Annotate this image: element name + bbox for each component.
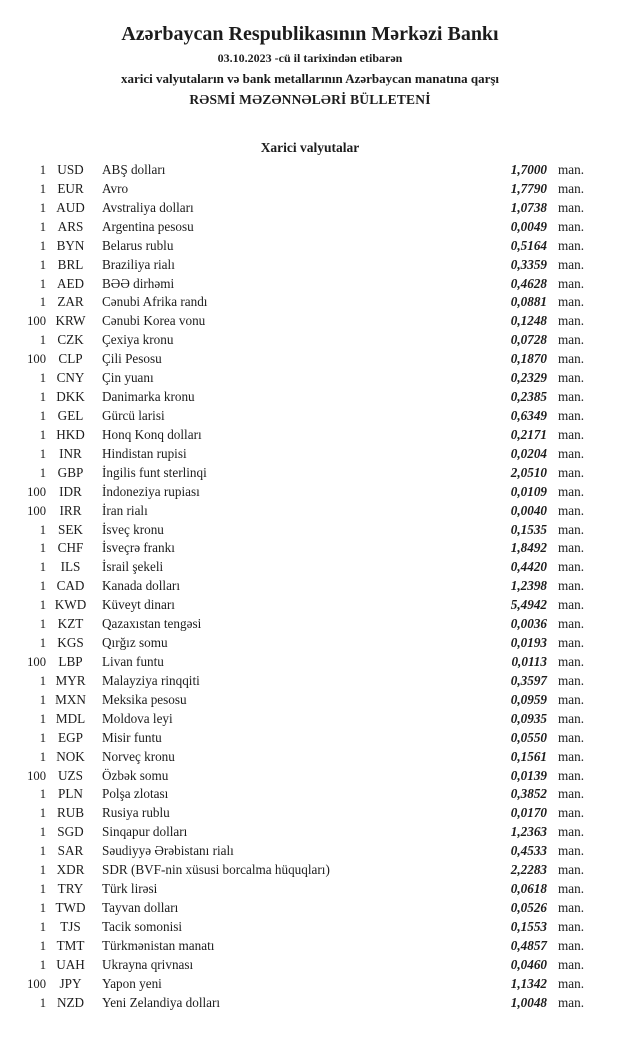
currency-code-cell: TJS xyxy=(60,918,81,934)
rate-value-cell: 0,4857 xyxy=(510,937,547,953)
unit-label-cell: man. xyxy=(558,407,585,423)
bulletin-subtitle: xarici valyutaların və bank metallarının Azərbaycan manatına qarşı xyxy=(120,71,500,86)
currency-name-cell: Cənubi Korea vonu xyxy=(102,313,206,329)
currency-code-cell: MXN xyxy=(55,691,86,707)
unit-label-cell: man. xyxy=(558,805,585,821)
currency-name-cell: İndoneziya rupiası xyxy=(102,483,200,499)
unit-label-cell: man. xyxy=(558,370,585,386)
quantity-cell: 100 xyxy=(27,654,46,669)
currency-name-cell: Malayziya rinqqiti xyxy=(102,672,200,688)
rate-value-cell: 0,0040 xyxy=(510,502,547,518)
rate-value-cell: 0,4533 xyxy=(510,843,547,859)
quantity-cell: 1 xyxy=(39,863,46,878)
unit-label-cell: man. xyxy=(558,616,585,632)
currency-name-cell: Belarus rublu xyxy=(102,237,174,253)
quantity-cell: 1 xyxy=(39,276,46,291)
quantity-cell: 1 xyxy=(39,541,46,556)
rate-value-cell: 0,5164 xyxy=(510,237,547,253)
rate-value-cell: 1,1342 xyxy=(510,975,547,991)
unit-label-cell: man. xyxy=(558,521,585,537)
unit-label-cell: man. xyxy=(558,426,585,442)
rate-row xyxy=(0,956,620,975)
quantity-cell: 1 xyxy=(39,598,46,613)
rate-row xyxy=(0,823,620,842)
currency-name-cell: Moldova leyi xyxy=(102,710,173,726)
rate-value-cell: 0,2385 xyxy=(510,389,547,405)
rate-value-cell: 0,0526 xyxy=(510,899,547,915)
unit-label-cell: man. xyxy=(558,332,585,348)
quantity-cell: 100 xyxy=(27,503,46,518)
currency-name-cell: İsveçrə frankı xyxy=(102,540,175,556)
currency-code-cell: MYR xyxy=(55,672,86,688)
rate-row xyxy=(0,861,620,880)
quantity-cell: 1 xyxy=(39,787,46,802)
currency-code-cell: ZAR xyxy=(57,294,84,310)
currency-code-cell: SEK xyxy=(58,521,83,537)
unit-label-cell: man. xyxy=(558,597,585,613)
quantity-cell: 1 xyxy=(39,219,46,234)
rate-value-cell: 0,0550 xyxy=(510,729,547,745)
rate-row xyxy=(0,615,620,634)
quantity-cell: 1 xyxy=(39,390,46,405)
quantity-cell: 1 xyxy=(39,749,46,764)
quantity-cell: 1 xyxy=(39,919,46,934)
quantity-cell: 100 xyxy=(27,976,46,991)
rate-value-cell: 0,2329 xyxy=(510,370,547,386)
currency-code-cell: AUD xyxy=(56,199,85,215)
currency-code-cell: CLP xyxy=(58,351,83,367)
unit-label-cell: man. xyxy=(558,237,585,253)
currency-code-cell: USD xyxy=(57,162,84,177)
quantity-cell: 1 xyxy=(39,882,46,897)
currency-name-cell: Tayvan dolları xyxy=(102,899,179,915)
currency-code-cell: KGS xyxy=(57,635,84,651)
bulletin-title: RƏSMİ MƏZƏNNƏLƏRİ BÜLLETENİ xyxy=(189,92,431,107)
rate-row xyxy=(0,369,620,388)
unit-label-cell: man. xyxy=(558,653,585,669)
rate-row xyxy=(0,577,620,596)
quantity-cell: 1 xyxy=(39,692,46,707)
quantity-cell: 1 xyxy=(39,257,46,272)
unit-label-cell: man. xyxy=(558,994,585,1010)
unit-label-cell: man. xyxy=(558,918,585,934)
rate-value-cell: 0,0618 xyxy=(510,881,547,897)
rate-value-cell: 0,1870 xyxy=(510,351,547,367)
rate-row xyxy=(0,539,620,558)
rate-value-cell: 0,0036 xyxy=(510,616,547,632)
unit-label-cell: man. xyxy=(558,445,585,461)
currency-name-cell: Özbək somu xyxy=(102,767,169,783)
quantity-cell: 1 xyxy=(39,900,46,915)
currency-name-cell: Rusiya rublu xyxy=(102,805,170,821)
rate-row xyxy=(0,899,620,918)
unit-label-cell: man. xyxy=(558,162,585,177)
currency-name-cell: Avro xyxy=(102,180,129,196)
quantity-cell: 1 xyxy=(39,333,46,348)
quantity-cell: 1 xyxy=(39,673,46,688)
currency-code-cell: AED xyxy=(56,275,85,291)
rates-table xyxy=(0,161,620,1012)
rate-value-cell: 2,2283 xyxy=(510,862,547,878)
currency-name-cell: BƏƏ dirhəmi xyxy=(102,275,175,291)
rate-value-cell: 1,2363 xyxy=(510,824,547,840)
currency-code-cell: DKK xyxy=(56,389,85,405)
quantity-cell: 100 xyxy=(27,314,46,329)
currency-name-cell: Çili Pesosu xyxy=(102,351,162,367)
quantity-cell: 1 xyxy=(39,938,46,953)
currency-name-cell: Argentina pesosu xyxy=(102,218,194,234)
rate-value-cell: 0,3852 xyxy=(510,786,547,802)
rate-value-cell: 1,8492 xyxy=(510,540,547,556)
rate-value-cell: 0,1535 xyxy=(510,521,547,537)
rate-row xyxy=(0,293,620,312)
rate-value-cell: 1,0738 xyxy=(510,199,547,215)
currency-name-cell: Yapon yeni xyxy=(102,975,162,991)
rate-value-cell: 0,0109 xyxy=(510,483,547,499)
unit-label-cell: man. xyxy=(558,540,585,556)
unit-label-cell: man. xyxy=(558,862,585,878)
rate-value-cell: 1,7000 xyxy=(510,162,547,177)
unit-label-cell: man. xyxy=(558,502,585,518)
quantity-cell: 1 xyxy=(39,295,46,310)
currency-code-cell: INR xyxy=(59,445,82,461)
currency-name-cell: Qazaxıstan tengəsi xyxy=(102,616,202,632)
currency-name-cell: SDR (BVF-nin xüsusi borcalma hüquqları) xyxy=(102,862,330,878)
currency-code-cell: GEL xyxy=(57,407,84,423)
currency-code-cell: CNY xyxy=(56,370,85,386)
quantity-cell: 1 xyxy=(39,711,46,726)
currency-name-cell: Yeni Zelandiya dolları xyxy=(102,994,221,1010)
currency-code-cell: MDL xyxy=(55,710,86,726)
currency-name-cell: Çexiya kronu xyxy=(102,332,174,348)
section-title-foreign-currencies: Xarici valyutalar xyxy=(260,140,360,155)
currency-name-cell: Türkmənistan manatı xyxy=(102,937,215,953)
unit-label-cell: man. xyxy=(558,786,585,802)
currency-name-cell: İngilis funt sterlinqi xyxy=(102,464,207,480)
currency-name-cell: Sinqapur dolları xyxy=(102,824,188,840)
quantity-cell: 1 xyxy=(39,844,46,859)
rate-value-cell: 0,0193 xyxy=(510,635,547,651)
currency-name-cell: Cənubi Afrika randı xyxy=(102,294,208,310)
quantity-cell: 1 xyxy=(39,957,46,972)
rate-row xyxy=(0,521,620,540)
currency-name-cell: Honq Konq dolları xyxy=(102,426,202,442)
currency-name-cell: İsveç kronu xyxy=(102,521,164,537)
bank-name-title: Azərbaycan Respublikasının Mərkəzi Bankı xyxy=(121,23,499,45)
currency-name-cell: Polşa zlotası xyxy=(102,786,169,802)
rate-value-cell: 2,0510 xyxy=(510,464,547,480)
currency-name-cell: Ukrayna qrivnası xyxy=(102,956,194,972)
rate-value-cell: 0,0881 xyxy=(510,294,547,310)
quantity-cell: 1 xyxy=(39,825,46,840)
unit-label-cell: man. xyxy=(558,635,585,651)
rate-row xyxy=(0,804,620,823)
rate-row xyxy=(0,653,620,672)
effective-date-line: 03.10.2023 -cü il tarixindən etibarən xyxy=(217,51,403,65)
unit-label-cell: man. xyxy=(558,256,585,272)
quantity-cell: 1 xyxy=(39,995,46,1010)
unit-label-cell: man. xyxy=(558,275,585,291)
rate-value-cell: 0,4420 xyxy=(510,559,547,575)
unit-label-cell: man. xyxy=(558,767,585,783)
quantity-cell: 100 xyxy=(27,768,46,783)
currency-code-cell: TRY xyxy=(57,881,84,897)
currency-name-cell: Gürcü larisi xyxy=(102,407,165,423)
currency-name-cell: Tacik somonisi xyxy=(102,918,183,934)
rate-row xyxy=(0,483,620,502)
rate-row xyxy=(0,558,620,577)
rate-row xyxy=(0,464,620,483)
quantity-cell: 1 xyxy=(39,238,46,253)
currency-code-cell: KWD xyxy=(54,597,87,613)
rate-value-cell: 0,0049 xyxy=(510,218,547,234)
currency-code-cell: BRL xyxy=(57,256,84,272)
rate-row xyxy=(0,180,620,199)
rate-row xyxy=(0,388,620,407)
rate-row xyxy=(0,842,620,861)
quantity-cell: 100 xyxy=(27,484,46,499)
quantity-cell: 1 xyxy=(39,200,46,215)
rate-value-cell: 0,0204 xyxy=(510,445,547,461)
quantity-cell: 1 xyxy=(39,371,46,386)
currency-code-cell: ILS xyxy=(60,559,81,575)
currency-name-cell: Kanada dolları xyxy=(102,578,180,594)
unit-label-cell: man. xyxy=(558,389,585,405)
rate-value-cell: 0,1248 xyxy=(510,313,547,329)
quantity-cell: 1 xyxy=(39,465,46,480)
unit-label-cell: man. xyxy=(558,824,585,840)
rate-row xyxy=(0,918,620,937)
currency-code-cell: KRW xyxy=(55,313,86,329)
unit-label-cell: man. xyxy=(558,843,585,859)
currency-name-cell: İsrail şekeli xyxy=(102,559,164,575)
rate-value-cell: 0,4628 xyxy=(510,275,547,291)
currency-name-cell: Meksika pesosu xyxy=(102,691,187,707)
quantity-cell: 1 xyxy=(39,636,46,651)
rate-row xyxy=(0,275,620,294)
unit-label-cell: man. xyxy=(558,975,585,991)
rate-row xyxy=(0,426,620,445)
bulletin-header xyxy=(0,23,620,108)
quantity-cell: 1 xyxy=(39,181,46,196)
rate-value-cell: 0,3359 xyxy=(510,256,547,272)
unit-label-cell: man. xyxy=(558,748,585,764)
rate-value-cell: 0,0460 xyxy=(510,956,547,972)
quantity-cell: 1 xyxy=(39,408,46,423)
currency-name-cell: Qırğız somu xyxy=(102,635,168,651)
rate-row xyxy=(0,161,620,180)
rate-row xyxy=(0,785,620,804)
rate-value-cell: 1,0048 xyxy=(510,994,547,1010)
unit-label-cell: man. xyxy=(558,691,585,707)
currency-code-cell: TMT xyxy=(56,937,85,953)
currency-name-cell: Braziliya rialı xyxy=(102,256,175,272)
rate-value-cell: 0,2171 xyxy=(510,426,547,442)
rate-row xyxy=(0,710,620,729)
currency-name-cell: Misir funtu xyxy=(102,729,162,745)
currency-code-cell: IRR xyxy=(59,502,82,518)
unit-label-cell: man. xyxy=(558,199,585,215)
quantity-cell: 1 xyxy=(39,163,46,177)
currency-code-cell: CAD xyxy=(56,578,85,594)
unit-label-cell: man. xyxy=(558,899,585,915)
unit-label-cell: man. xyxy=(558,464,585,480)
currency-code-cell: CHF xyxy=(57,540,84,556)
unit-label-cell: man. xyxy=(558,578,585,594)
currency-code-cell: NOK xyxy=(56,748,85,764)
rate-value-cell: 0,0113 xyxy=(511,653,547,669)
currency-name-cell: Danimarka kronu xyxy=(102,389,195,405)
currency-name-cell: İran rialı xyxy=(102,502,148,518)
unit-label-cell: man. xyxy=(558,881,585,897)
unit-label-cell: man. xyxy=(558,672,585,688)
rate-value-cell: 5,4942 xyxy=(510,597,547,613)
quantity-cell: 1 xyxy=(39,427,46,442)
unit-label-cell: man. xyxy=(558,956,585,972)
currency-name-cell: Küveyt dinarı xyxy=(102,597,175,613)
rate-value-cell: 0,6349 xyxy=(510,407,547,423)
rate-value-cell: 0,0170 xyxy=(510,805,547,821)
unit-label-cell: man. xyxy=(558,313,585,329)
currency-name-cell: Hindistan rupisi xyxy=(102,445,187,461)
currency-name-cell: Avstraliya dolları xyxy=(102,199,194,215)
rate-row xyxy=(0,256,620,275)
currency-code-cell: IDR xyxy=(59,483,82,499)
unit-label-cell: man. xyxy=(558,180,585,196)
rate-row xyxy=(0,199,620,218)
unit-label-cell: man. xyxy=(558,710,585,726)
rate-row xyxy=(0,350,620,369)
quantity-cell: 1 xyxy=(39,446,46,461)
currency-code-cell: XDR xyxy=(56,862,85,878)
currency-code-cell: JPY xyxy=(59,975,82,991)
currency-name-cell: Səudiyyə Ərəbistanı rialı xyxy=(102,843,234,859)
quantity-cell: 1 xyxy=(39,522,46,537)
rate-row xyxy=(0,672,620,691)
rate-value-cell: 0,0959 xyxy=(510,691,547,707)
rate-value-cell: 0,3597 xyxy=(510,672,547,688)
unit-label-cell: man. xyxy=(558,294,585,310)
currency-code-cell: SAR xyxy=(57,843,84,859)
rate-row xyxy=(0,445,620,464)
currency-name-cell: Norveç kronu xyxy=(102,748,175,764)
currency-code-cell: UAH xyxy=(56,956,85,972)
currency-code-cell: HKD xyxy=(56,426,85,442)
currency-code-cell: BYN xyxy=(56,237,85,253)
currency-code-cell: LBP xyxy=(58,653,83,669)
rate-row xyxy=(0,691,620,710)
currency-name-cell: Çin yuanı xyxy=(102,370,154,386)
rate-row xyxy=(0,880,620,899)
currency-code-cell: ARS xyxy=(57,218,84,234)
rate-value-cell: 0,1553 xyxy=(510,918,547,934)
unit-label-cell: man. xyxy=(558,729,585,745)
rate-value-cell: 0,0935 xyxy=(510,710,547,726)
unit-label-cell: man. xyxy=(558,559,585,575)
quantity-cell: 1 xyxy=(39,806,46,821)
rate-row xyxy=(0,596,620,615)
rate-row xyxy=(0,218,620,237)
currency-code-cell: EGP xyxy=(58,729,83,745)
rate-row xyxy=(0,767,620,786)
unit-label-cell: man. xyxy=(558,218,585,234)
currency-code-cell: PLN xyxy=(58,786,83,802)
quantity-cell: 1 xyxy=(39,730,46,745)
rate-row xyxy=(0,994,620,1013)
currency-code-cell: KZT xyxy=(57,616,84,632)
quantity-cell: 100 xyxy=(27,352,46,367)
currency-name-cell: Türk lirəsi xyxy=(102,881,158,897)
rate-value-cell: 1,7790 xyxy=(510,180,547,196)
rate-row xyxy=(0,975,620,994)
rate-value-cell: 1,2398 xyxy=(510,578,547,594)
quantity-cell: 1 xyxy=(39,579,46,594)
rate-row xyxy=(0,407,620,426)
currency-code-cell: EUR xyxy=(57,180,84,196)
currency-code-cell: GBP xyxy=(57,464,84,480)
currency-code-cell: TWD xyxy=(55,899,86,915)
rate-value-cell: 0,0728 xyxy=(510,332,547,348)
rate-row xyxy=(0,331,620,350)
currency-code-cell: NZD xyxy=(56,994,85,1010)
rate-value-cell: 0,0139 xyxy=(510,767,547,783)
currency-code-cell: RUB xyxy=(56,805,85,821)
currency-code-cell: UZS xyxy=(58,767,83,783)
quantity-cell: 1 xyxy=(39,560,46,575)
unit-label-cell: man. xyxy=(558,937,585,953)
rate-row xyxy=(0,312,620,331)
rate-row xyxy=(0,748,620,767)
currency-name-cell: ABŞ dolları xyxy=(102,162,166,177)
quantity-cell: 1 xyxy=(39,617,46,632)
rate-row xyxy=(0,502,620,521)
rate-row xyxy=(0,237,620,256)
rate-value-cell: 0,1561 xyxy=(510,748,547,764)
rate-row xyxy=(0,634,620,653)
unit-label-cell: man. xyxy=(558,483,585,499)
currency-name-cell: Livan funtu xyxy=(102,653,164,669)
rate-row xyxy=(0,937,620,956)
currency-code-cell: CZK xyxy=(57,332,84,348)
rate-row xyxy=(0,729,620,748)
unit-label-cell: man. xyxy=(558,351,585,367)
currency-code-cell: SGD xyxy=(57,824,84,840)
